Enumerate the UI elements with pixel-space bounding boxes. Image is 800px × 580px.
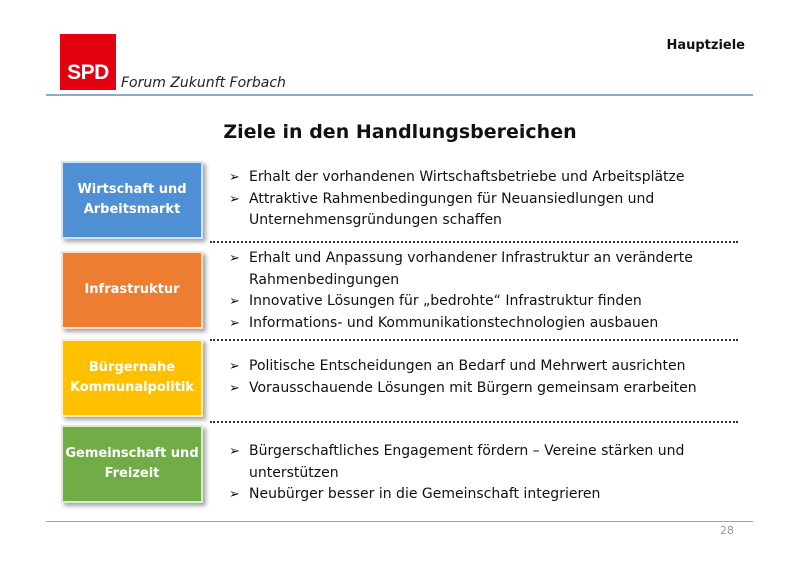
dotted-divider	[210, 339, 738, 341]
bullet-list-infrastruktur	[229, 248, 734, 334]
list-item: ➢ Attraktive Rahmenbedingungen für Neuansiedlungen und Unternehmensgründungen schaffen	[229, 190, 655, 228]
footer-rule	[46, 521, 753, 522]
dotted-divider	[210, 421, 738, 423]
category-kommunalpolitik: Bürgernahe Kommunalpolitik	[61, 339, 203, 417]
header-subtitle: Forum Zukunft Forbach	[121, 75, 286, 91]
bullet-list-wirtschaft	[229, 167, 734, 232]
arrow-bullet-icon: ➢	[229, 170, 240, 185]
arrow-bullet-icon: ➢	[229, 359, 240, 374]
list-item: ➢ Innovative Lösungen für „bedrohte“ Infrastruktur finden	[229, 291, 734, 313]
page-title: Ziele in den Handlungsbereichen	[223, 121, 577, 143]
dotted-divider	[210, 241, 738, 243]
category-gemeinschaft: Gemeinschaft und Freizeit	[61, 425, 203, 503]
category-wirtschaft: Wirtschaft und Arbeitsmarkt	[61, 161, 203, 239]
list-item: ➢ Politische Entscheidungen an Bedarf und Mehrwert ausrichten	[229, 356, 734, 378]
list-item: ➢ Bürgerschaftliches Engagement fördern – Vereine stärken und unterstützen	[229, 443, 685, 481]
section-label: Hauptziele	[666, 38, 745, 53]
arrow-bullet-icon: ➢	[229, 487, 240, 502]
bullet-list-gemeinschaft	[229, 441, 734, 506]
list-item: ➢ Erhalt der vorhandenen Wirtschaftsbetriebe und Arbeitsplätze	[229, 167, 734, 189]
list-item: ➢ Erhalt und Anpassung vorhandener Infrastruktur an veränderte Rahmenbedingungen	[229, 250, 693, 288]
arrow-bullet-icon: ➢	[229, 251, 240, 266]
header-rule	[46, 94, 753, 96]
arrow-bullet-icon: ➢	[229, 294, 240, 309]
list-item: ➢ Neubürger besser in die Gemeinschaft integrieren	[229, 484, 734, 506]
arrow-bullet-icon: ➢	[229, 380, 240, 396]
spd-logo	[60, 34, 116, 90]
list-item: ➢ Vorausschauende Lösungen mit Bürgern gemeinsam erarbeiten	[229, 378, 734, 400]
bullet-list-kommunalpolitik	[229, 356, 734, 399]
category-infrastruktur: Infrastruktur	[61, 251, 203, 329]
arrow-bullet-icon: ➢	[229, 444, 240, 459]
arrow-bullet-icon: ➢	[229, 191, 240, 207]
list-item: ➢ Informations- und Kommunikationstechnologien ausbauen	[229, 313, 734, 335]
arrow-bullet-icon: ➢	[229, 315, 240, 331]
logo-text: SPD	[67, 61, 109, 84]
page-number: 28	[720, 524, 734, 537]
